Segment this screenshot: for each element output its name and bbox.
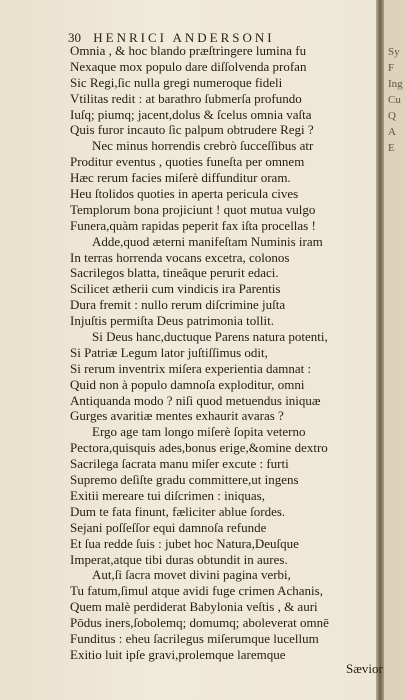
text-line: Templorum bona projiciunt ! quot mutua vulgo xyxy=(70,201,316,217)
running-title: HENRICI ANDERSONI xyxy=(93,30,275,45)
text-line: Pōdus iners,ſobolemq; domumq; aboleverat omnē xyxy=(70,615,329,631)
catchword: Sævior xyxy=(346,661,383,676)
text-line: Sacrilega ſacrata manu miſer excute : furti xyxy=(70,456,289,472)
text-line: Scilicet ætherii cum vindicis ira Parentis xyxy=(70,281,281,297)
text-line: Nec minus horrendis crebrò ſucceſſibus atr xyxy=(92,138,314,154)
text-line: Quem malè perdiderat Babylonia veſtis , & auri xyxy=(70,599,318,615)
page-number: 30 xyxy=(68,30,81,45)
text-line: Funditus : eheu ſacrilegus miſerumque lucellum xyxy=(70,630,319,646)
text-line: Pectora,quisquis ades,bonus erige,&omine dextro xyxy=(70,440,328,456)
text-line: Aut,ſi ſacra movet divini pagina verbi, xyxy=(92,567,291,583)
text-line: Sic Regi,ſic nulla gregi numeroque fideli xyxy=(70,74,283,90)
text-line: Supremo deſiſte gradu committere,ut ingens xyxy=(70,472,299,488)
text-line: Si rerum inventrix miſera experientia damnat : xyxy=(70,360,312,376)
facing-page-fragment: A xyxy=(388,126,396,138)
text-line: Si Patriæ Legum lator juſtiſſimus odit, xyxy=(70,344,268,360)
facing-page-fragment: Cu xyxy=(388,94,401,106)
text-line: Antiquanda modo ? niſi quod metuendus iniquæ xyxy=(70,392,321,408)
text-line: Vtilitas redit : at barathro ſubmerſa profundo xyxy=(70,90,302,106)
text-line: Exitii mereare tui diſcrimen : iniquas, xyxy=(70,487,265,503)
text-line: Hæc rerum facies miſerè diffunditur oram. xyxy=(70,170,291,186)
text-line: In terras horrenda vocans excetra, colonos xyxy=(70,249,290,265)
text-line: Adde,quod æterni manifeſtam Numinis iram xyxy=(92,233,323,249)
text-line: Quis furor incauto ſic palpum obtrudere Regi ? xyxy=(70,122,314,138)
facing-page-fragment: Ing xyxy=(388,78,403,90)
text-line: Quid non à populo damnoſa exploditur, omni xyxy=(70,376,305,392)
facing-page-fragment: Q xyxy=(388,110,396,122)
text-line: Ergo age tam longo miſerè ſopita veterno xyxy=(92,424,306,440)
text-line: Nexaque mox populo dare diſſolvenda profan xyxy=(70,58,307,74)
text-line: Omnia , & hoc blando præſtringere lumina fu xyxy=(70,43,307,58)
text-line: Sacrilegos blatta, tineâque perurit edaci. xyxy=(70,265,279,281)
text-line: Heu ſtolidos quoties in aperta pericula cives xyxy=(70,186,299,202)
text-line: Iuſq; piumq; jacent,dolus & ſcelus omnia vaſta xyxy=(70,106,312,122)
text-line: Dum te fata finunt, fæliciter ablue ſordes. xyxy=(70,503,286,519)
text-line: Exitio luit ipſe gravi,prolemque laremque xyxy=(70,646,286,662)
text-line: Dura fremit : nullo rerum diſcrimine juſta xyxy=(70,297,286,313)
text-line: Si Deus hanc,ductuque Parens natura potenti, xyxy=(92,329,328,345)
text-line: Proditur eventus , quoties funeſta per omnem xyxy=(70,154,305,170)
facing-page-fragment: F xyxy=(388,62,395,74)
text-line: Gurges avaritiæ mentes exhaurit avaras ? xyxy=(70,408,284,424)
facing-page-edge xyxy=(384,0,406,700)
facing-page-fragment: E xyxy=(388,142,395,154)
facing-page-fragment: Sy xyxy=(388,46,400,58)
text-line: Imperat,atque tibi duras obtundit in aures. xyxy=(70,551,288,567)
text-line: Et ſua redde ſuis : jubet hoc Natura,Deuſque xyxy=(70,535,299,551)
text-line: Tu fatum,ſimul atque avidi fuge crimen Achanis, xyxy=(70,583,323,599)
text-line: Sejani poſſeſſor equi damnoſa refunde xyxy=(70,519,267,535)
text-line: Funera,quàm rapidas peperit fax iſta procellas ! xyxy=(70,217,316,233)
text-line: Injuſtis permiſta Deus patrimonia tollit. xyxy=(70,313,274,329)
poem-text xyxy=(70,43,384,663)
facing-page-fragments xyxy=(388,44,406,156)
